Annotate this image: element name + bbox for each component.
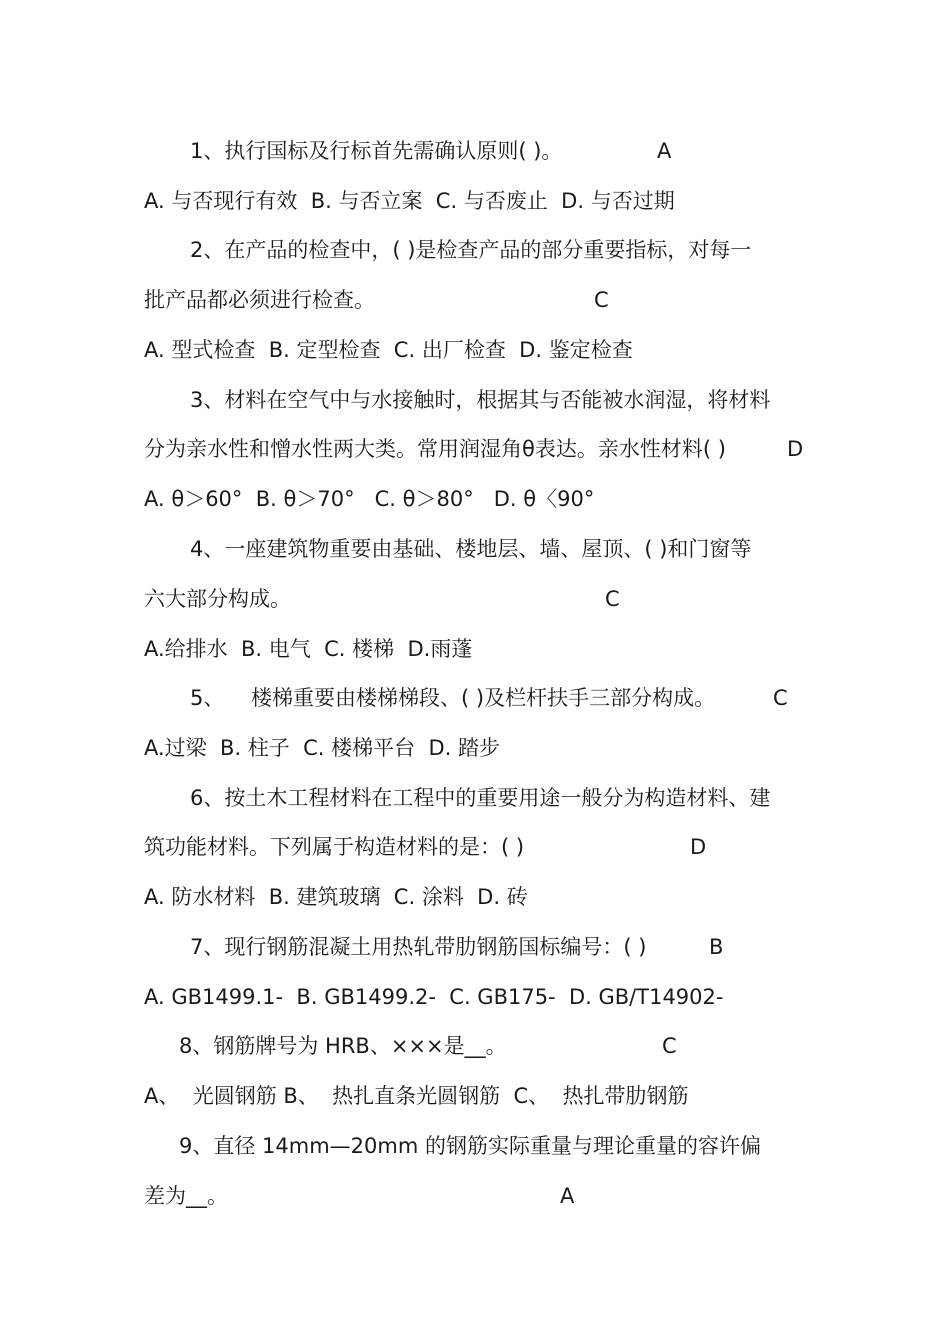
question-3-options: A. θ＞60° B. θ＞70° C. θ＞80° D. θ〈90°: [144, 487, 595, 511]
question-5-answer: C: [773, 686, 788, 710]
question-1-answer: A: [657, 139, 672, 163]
question-1-text: 1、执行国标及行标首先需确认原则( )。: [190, 139, 563, 163]
question-7-text: 7、现行钢筋混凝土用热轧带肋钢筋国标编号：( ): [190, 935, 647, 959]
question-8-answer: C: [662, 1034, 677, 1058]
question-9-answer: A: [560, 1184, 575, 1208]
question-1-options: A. 与否现行有效 B. 与否立案 C. 与否废止 D. 与否过期: [144, 189, 675, 213]
question-8-text: 8、钢筋牌号为 HRB、×××是__。: [179, 1034, 507, 1058]
question-5-options: A.过梁 B. 柱子 C. 楼梯平台 D. 踏步: [144, 736, 501, 760]
question-7-answer: B: [709, 935, 724, 959]
question-8-options: A、 光圆钢筋 B、 热扎直条光圆钢筋 C、 热扎带肋钢筋: [144, 1084, 689, 1108]
question-3-text-line-1: 3、材料在空气中与水接触时，根据其与否能被水润湿，将材料: [190, 388, 771, 412]
question-9-text-line-1: 9、直径 14mm—20mm 的钢筋实际重量与理论重量的容许偏: [179, 1134, 761, 1158]
question-2-text-line-2: 批产品都必须进行检查。: [144, 288, 375, 312]
question-2-answer: C: [594, 288, 609, 312]
question-5-text: 5、 楼梯重要由楼梯梯段、( )及栏杆扶手三部分构成。: [190, 686, 716, 710]
question-6-answer: D: [690, 835, 707, 859]
question-2-options: A. 型式检查 B. 定型检查 C. 出厂检查 D. 鉴定检查: [144, 338, 633, 362]
question-3-answer: D: [787, 437, 804, 461]
question-6-text-line-2: 筑功能材料。下列属于构造材料的是：( ): [144, 835, 525, 859]
question-3-text-line-2: 分为亲水性和憎水性两大类。常用润湿角θ表达。亲水性材料( ): [144, 437, 726, 461]
question-6-text-line-1: 6、按土木工程材料在工程中的重要用途一般分为构造材料、建: [190, 786, 771, 810]
question-4-options: A.给排水 B. 电气 C. 楼梯 D.雨蓬: [144, 637, 473, 661]
question-4-answer: C: [605, 587, 620, 611]
question-4-text-line-2: 六大部分构成。: [144, 587, 291, 611]
question-7-options: A. GB1499.1- B. GB1499.2- C. GB175- D. GB/T14902-: [144, 985, 724, 1009]
question-2-text-line-1: 2、在产品的检查中，( )是检查产品的部分重要指标，对每一: [190, 238, 752, 262]
question-6-options: A. 防水材料 B. 建筑玻璃 C. 涂料 D. 砖: [144, 885, 528, 909]
question-9-text-line-2: 差为__。: [144, 1184, 228, 1208]
question-4-text-line-1: 4、一座建筑物重要由基础、楼地层、墙、屋顶、( )和门窗等: [190, 537, 752, 561]
